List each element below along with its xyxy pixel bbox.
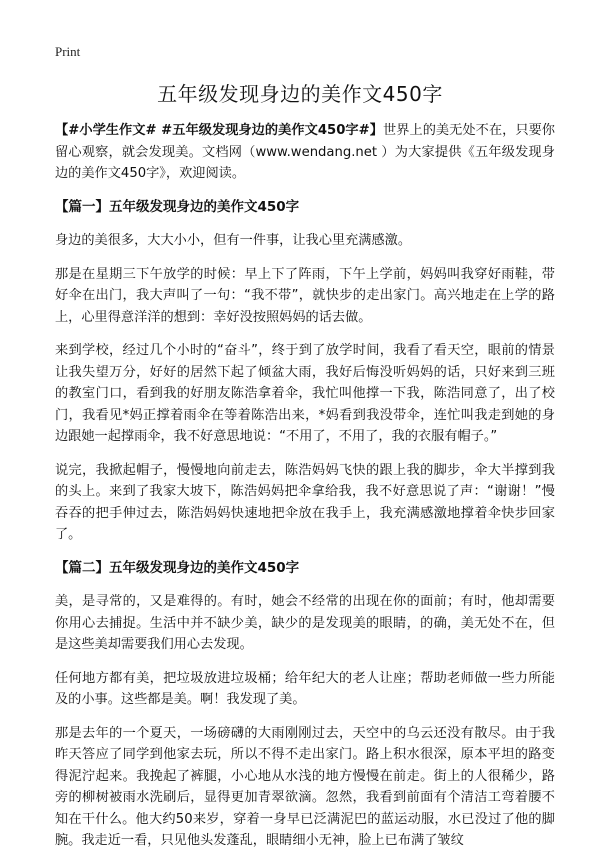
section-1-paragraph-4: 说完，我掀起帽子，慢慢地向前走去，陈浩妈妈飞快的跟上我的脚步，伞大半撑到我的头上。来到了我家大坡下，陈浩妈妈把伞拿给我，我不好意思说了声：“谢谢！”慢吞吞的把手伸过去，陈浩妈妈快速地把伞放在我手上，我充满感激地撑着伞快步回家了。 [55, 462, 555, 542]
section-1-paragraph-2: 那是在星期三下午放学的时候：早上下了阵雨，下午上学前，妈妈叫我穿好雨鞋，带好伞在出门，我大声叫了一句：“我不带”，就快步的走出家门。高兴地走在上学的路上，心里得意洋洋的想到：幸好没按照妈妈的话去做。 [55, 266, 555, 325]
intro-text: 世界上的美无处不在，只要你留心观察，就会发现美。文档网（www.wendang.net ）为大家提供《五年级发现身边的美作文450字》，欢迎阅读。 [55, 123, 555, 181]
section-1-paragraph-3: 来到学校，经过几个小时的“奋斗”，终于到了放学时间，我看了看天空，眼前的情景让我失望万分，好好的居然下起了倾盆大雨，我好后悔没听妈妈的话，只好来到三班的教室门口，看到我的好朋友陈浩拿着伞，我忙叫他撑一下我，陈浩同意了，出了校门，我看见*妈正撑着雨伞在等着陈浩出来，*妈看到我没带伞，连忙叫我走到她的身边跟她一起撑雨伞，我不好意思地说：“不用了，不用了，我的衣服有帽子。” [55, 343, 555, 444]
section-2-paragraph-2: 任何地方都有美，把垃圾放进垃圾桶；给年纪大的老人让座；帮助老师做一些力所能及的小事。这些都是美。啊！我发现了美。 [55, 670, 555, 707]
print-link[interactable]: Print [55, 44, 81, 59]
section-1-paragraph-1: 身边的美很多，大大小小，但有一件事，让我心里充满感激。 [55, 233, 412, 248]
page-title: 五年级发现身边的美作文450字 [157, 82, 443, 106]
section-1-heading: 【篇一】五年级发现身边的美作文450字 [55, 198, 300, 215]
intro-tags: 【#小学生作文# #五年级发现身边的美作文450字#】 [55, 123, 383, 138]
section-2-paragraph-1: 美，是寻常的，又是难得的。有时，她会不经常的出现在你的面前；有时，他却需要你用心去捕捉。生活中并不缺少美，缺少的是发现美的眼睛，的确，美无处不在，但是这些美却需要我们用心去发现。 [55, 594, 555, 652]
section-2-heading: 【篇二】五年级发现身边的美作文450字 [55, 559, 300, 576]
article-body [55, 120, 555, 864]
intro-paragraph [55, 120, 555, 185]
section-2-paragraph-3: 那是去年的一个夏天，一场磅礴的大雨刚刚过去，天空中的乌云还没有散尽。由于我昨天答应了同学到他家去玩，所以不得不走出家门。路上积水很深，原本平坦的路变得泥泞起来。我挽起了裤腿，小心地从水浅的地方慢慢在前走。街上的人很稀少，路旁的柳树被雨水洗刷后，显得更加青翠欲滴。忽然，我看到前面有个清洁工弯着腰不知在干什么。他大约50来岁，穿着一身早已泛满泥巴的蓝运动服，水已没过了他的脚腕。我走近一看，只见他头发蓬乱，眼睛细小无神，脸上已布满了皱纹 [55, 725, 555, 848]
